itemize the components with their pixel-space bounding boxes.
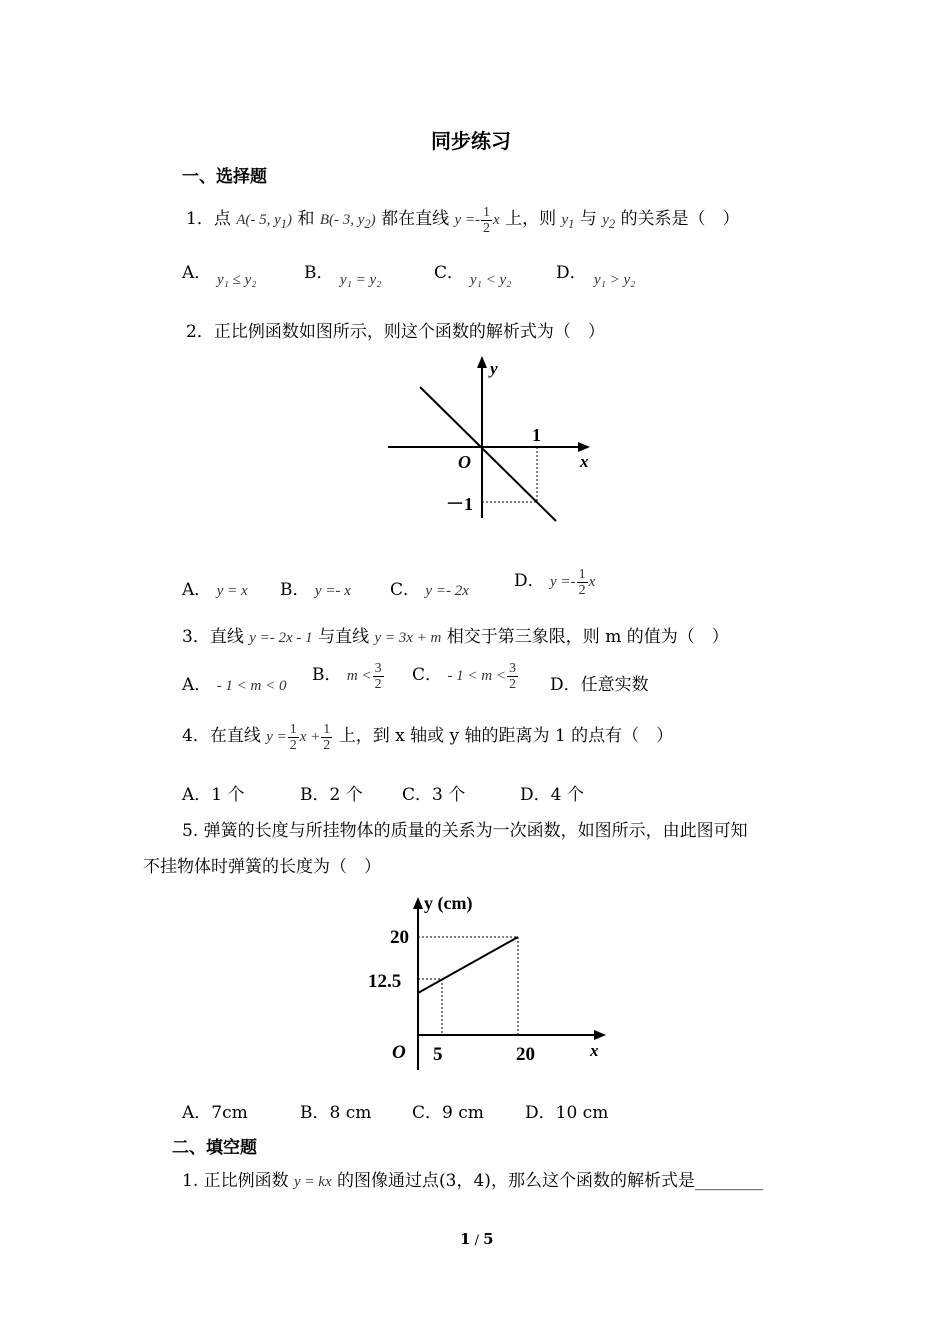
q2-function-line <box>420 387 556 521</box>
q5-tick-x5: 5 <box>433 1044 443 1065</box>
q2-tick-1: 1 <box>532 425 541 445</box>
question-1: 1．点 A(- 5, $y_1$) 和 B(- 3, $y_2$) 都在直线 y =- $\frac{1}{2}$ x 上，则 $y_1$ 与 $y_2$ 的关系是（ ） <box>186 205 740 237</box>
q5-origin-label: O <box>392 1042 406 1063</box>
page-number: 1 / 5 <box>460 1230 494 1248</box>
q5-tick-x20: 20 <box>516 1044 535 1065</box>
q4-equation: y = $\frac{1}{2}$ x + $\frac{1}{2}$ <box>266 722 331 754</box>
fill1-equation: y = kx <box>294 1174 332 1190</box>
q2-graph <box>380 350 600 525</box>
q4-option-d: D．4 个 <box>520 785 584 805</box>
q4-option-a: A．1 个 <box>182 785 245 805</box>
q3-option-a: A． - 1 < m < 0 <box>182 675 287 695</box>
question-2: 2．正比例函数如图所示，则这个函数的解析式为（ ） <box>186 322 605 342</box>
q1-option-a: A． <box>182 263 212 283</box>
section-heading-fill: 二、填空题 <box>172 1138 257 1158</box>
section-heading-choice: 一、选择题 <box>182 167 267 187</box>
q5-option-d: D．10 cm <box>525 1103 609 1123</box>
q3-line-1: y =- 2x - 1 <box>249 630 313 646</box>
q2-origin-label: O <box>458 452 471 472</box>
q1-point-b: B(- 3, $y_2$) <box>319 212 376 231</box>
q1-num: 1．点 <box>186 209 231 229</box>
q5-tick-y125: 12.5 <box>368 971 402 992</box>
q1-equation: y =- $\frac{1}{2}$ x <box>454 205 500 237</box>
q3-line-2: y = 3x + m <box>374 630 442 646</box>
question-3: 3．直线 y =- 2x - 1 与直线 y = 3x + m 相交于第三象限，则 m 的值为（ ） <box>182 627 729 647</box>
q1-option-b: B． <box>304 263 334 283</box>
q5-option-a: A．7cm <box>182 1103 248 1123</box>
fill-question-1: 1. 正比例函数 y = kx 的图像通过点(3，4)，那么这个函数的解析式是________ <box>182 1171 763 1191</box>
question-5-line-1: 5. 弹簧的长度与所挂物体的质量的关系为一次函数，如图所示，由此图可知 <box>182 821 748 841</box>
q4-option-c: C．3 个 <box>402 785 466 805</box>
q2-y-arrow-icon <box>477 356 487 368</box>
q5-y-arrow-icon <box>413 897 423 909</box>
q5-option-c: C．9 cm <box>412 1103 484 1123</box>
q3-option-d: D．任意实数 <box>550 675 649 695</box>
q5-function-line <box>418 937 518 993</box>
q1-option-d-math: y₁ > y₂ <box>594 272 636 288</box>
question-4: 4．在直线 y = $\frac{1}{2}$ x + $\frac{1}{2}$ 上，到 x 轴或 y 轴的距离为 1 的点有（ ） <box>182 722 674 754</box>
q5-graph <box>360 885 620 1075</box>
q1-option-d: D． <box>556 263 587 283</box>
q2-option-a: A． y = x <box>182 580 248 600</box>
q2-x-label: x <box>580 452 589 471</box>
q2-tick-neg1: －1 <box>446 494 473 514</box>
q2-option-b: B． y =- x <box>280 580 351 600</box>
q2-option-d: D． y =- $\frac{1}{2}$ x <box>514 567 596 599</box>
question-5-line-2: 不挂物体时弹簧的长度为（ ） <box>143 857 381 877</box>
page-title: 同步练习 <box>431 129 511 153</box>
q2-option-c: C． y =- 2x <box>390 580 469 600</box>
q2-x-arrow-icon <box>578 442 590 452</box>
q1-option-c-math: y₁ < y₂ <box>470 272 512 288</box>
q5-option-b: B．8 cm <box>300 1103 372 1123</box>
q5-tick-y20: 20 <box>390 927 409 948</box>
q1-option-b-math: y₁ = y₂ <box>340 272 382 288</box>
q5-y-label: y (cm) <box>424 893 473 913</box>
q5-x-label: x <box>590 1041 599 1060</box>
q1-option-a-math: y₁ ≤ y₂ <box>217 272 257 288</box>
q3-option-b: B． m < $\frac{3}{2}$ <box>312 661 382 693</box>
q3-option-c: C． - 1 < m < $\frac{3}{2}$ <box>412 661 516 693</box>
q1-option-c: C． <box>434 263 465 283</box>
q4-option-b: B．2 个 <box>300 785 363 805</box>
q5-x-arrow-icon <box>594 1030 606 1040</box>
q2-y-label: y <box>490 359 498 378</box>
q1-point-a: A(- 5, $y_1$) <box>236 212 293 231</box>
